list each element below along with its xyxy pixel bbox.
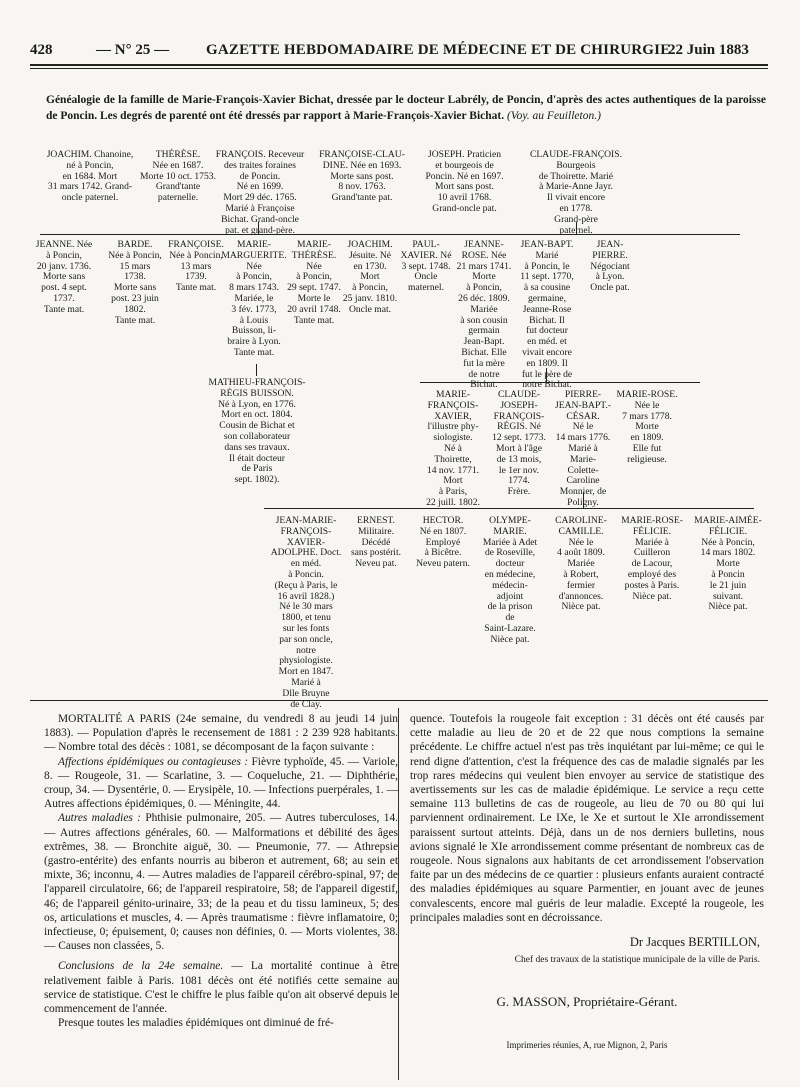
conclusions-label: Conclusions de la 24e semaine. [58,960,224,973]
column-divider [398,708,399,1080]
tree-entry-paul-xavier: PAUL- XAVIER. Né 3 sept. 1748. Oncle maternel. [400,239,452,294]
tree-generation-line [420,382,700,383]
tree-entry-jeanne-rose: JEANNE- ROSE. Née 21 mars 1741. Morte à Poncin, 26 déc. 1809. Mariée à son cousin germain Jean-Bapt. Bichat. Elle fut la mère de notre Bichat. [456,239,512,391]
tree-entry-marie-francois-xavier: MARIE- FRANÇOIS- XAVIER, l'illustre phy- siologiste. Né à Thoirette, 14 nov. 1771. Mort à Paris, 22 juill. 1802. [426,389,480,508]
journal-title: GAZETTE HEBDOMADAIRE DE MÉDECINE ET DE CHIRURGIE [206,42,671,58]
header-rule [30,64,768,66]
page-number: 428 [30,42,53,58]
mortality-report-column [44,712,398,1030]
tree-entry-jean-marie-adolphe: JEAN-MARIE- FRANÇOIS- XAVIER- ADOLPHE. Doct. en méd. à Poncin. (Reçu à Paris, le 16 avril 1828.) Né le 30 mars 1800, et tenu sur les fonts par son oncle, notre physiologiste. Mort en 1847. Marié à Dlle Bruyne de Clay. [270,515,342,710]
tree-entry-claude-francois: CLAUDE-FRANÇOIS. Bourgeois de Thoirette. Marié à Marie-Anne Jayr. Il vivait encore en 1778. Grand-père paternel. [530,149,622,236]
tree-entry-hector: HECTOR. Né en 1807. Employé à Bicêtre. Neveu patern. [416,515,470,570]
tree-entry-ernest: ERNEST. Militaire. Décédé sans postérit. Neveu pat. [350,515,402,570]
mortality-report-column-right [410,712,764,1052]
author-signature: Dr Jacques BERTILLON, [629,935,760,950]
tree-entry-francois-receveur: FRANÇOIS. Receveur des traites foraines de Poncin. Né en 1699. Mort 29 déc. 1765. Marié à Françoise Bichat. Grand-oncle pat. et grand-père. [215,149,305,236]
tree-entry-therese: THÉRÈSE. Née en 1687. Morte 10 oct. 1753. Grand'tante paternelle. [140,149,216,204]
tree-generation-line [264,508,754,509]
tree-connector [583,492,584,508]
conclusions [44,959,398,1016]
tree-entry-francoise: FRANÇOISE. Née à Poncin, 13 mars 1739. Tante mat. [168,239,224,294]
author-role: Chef des travaux de la statistique municipale de la ville de Paris. [514,955,760,966]
printer-imprint: Imprimeries réunies, A, rue Mignon, 2, Paris [506,1039,668,1050]
rougeole-paragraph: quence. Toutefois la rougeole fait exception : 31 décès ont été causés par cette maladie au lieu de 20 et de 22 que nous comptions la semaine précédente. Le chiffre actuel n'est pas très inquiétant par lui-même; ce qui le rend digne d'attention, c'est la fréquence des cas de maladie signalés par les trop rares médecins qui veulent bien envoyer au service de statistique des avertissements sur les cas de maladie épidémique. Le service a reçu cette semaine 113 bulletins de cas de rougeole, au lieu de 70 ou 80 qui lui parviennent ordinairement. Le IXe, le Xe et surtout le XIe arrondissement paraissent surtout atteints. Déjà, dans un de nos derniers bulletins, nous avions signalé le XIe arrondissement comme présentant de nombreux cas de rougeole. Nous signalons aux habitants de cet arrondissement l'observation faite par un des médecins de ce quartier : plusieurs enfants auraient contracté des maladies épidémiques au square Parmentier, en jouant avec de jeunes convalescents, encore mal guéris de leur maladie. Excepté la rougeole, les principales maladies sont en décroissance. [410,713,764,924]
tree-entry-marie-rose-felicie: MARIE-ROSE- FÉLICIE. Mariée à Cuilleron de Lacour, employé des postes à Paris. Nièce pat. [621,515,683,602]
tree-entry-barde: BARDE. Née à Poncin, 15 mars 1738. Morte sans post. 23 juin 1802. Tante mat. [108,239,162,326]
epidemic-affections [44,755,398,812]
tree-generation-line [40,234,740,235]
caption-reference: (Voy. au Feuilleton.) [507,110,601,122]
tree-entry-joachim-chanoine: JOACHIM. Chanoine, né à Poncin, en 1684. Mort 31 mars 1742. Grand- oncle paternel. [46,149,134,204]
tree-entry-jeanne: JEANNE. Née à Poncin, 20 janv. 1736. Morte sans post. 4 sept. 1737. Tante mat. [35,239,93,315]
tree-entry-buisson: MATHIEU-FRANÇOIS- RÉGIS BUISSON. Né à Lyon, en 1776. Mort en oct. 1804. Cousin de Bichat et son collaborateur dans ses travaux. Il était docteur de Paris sept. 1802). [208,377,306,486]
tree-entry-jean-pierre: JEAN- PIERRE. Négociant à Lyon. Oncle pat. [590,239,630,294]
caption-text: Généalogie de la famille de Marie-François-Xavier Bichat, dressée par le docteur Labrély, de Poncin, d'après des actes authentiques de la paroisse de Poncin. Les degrés de parenté ont été dressés par rapport à Marie-François-Xavier Bichat. [46,94,766,122]
tree-entry-joseph: JOSEPH. Praticien et bourgeois de Poncin. Né en 1697. Mort sans post. 10 avril 1768. Grand-oncle pat. [425,149,504,214]
tree-connector [256,364,257,376]
conclusions-text: — La mortalité continue à être relativement faible à Paris. 1081 décès ont été notifiés cette semaine au service de statistique. C'est le chiffre le plus faible qu'on ait observé depuis le commencement de l'année. [44,960,398,1016]
tree-entry-joachim-jesuite: JOACHIM. Jésuite. Né en 1730. Mort à Poncin, 25 janv. 1810. Oncle mat. [342,239,398,315]
tree-entry-caroline-camille: CAROLINE- CAMILLE. Née le 4 août 1809. Mariée à Robert, fermier d'annonces. Nièce pat. [555,515,607,613]
epidemic-text: Fièvre typhoïde, 45. — Variole, 8. — Rougeole, 31. — Scarlatine, 3. — Coqueluche, 21. — Diphthérie, croup, 34. — Dysentérie, 0. — Erysipèle, 10. — Infections puerpérales, 1. — Autres affections épidémiques, 0. — Méningite, 44. [44,755,398,811]
section-rule [30,700,768,701]
publisher-gerant: G. MASSON, Propriétaire-Gérant. [496,994,678,1010]
epidemic-trend: Presque toutes les maladies épidémiques ont diminué de fré- [58,1017,334,1030]
tree-entry-marie-marguerite: MARIE- MARGUERITE. Née à Poncin, 8 mars 1743. Mariée, le 3 fév. 1773, à Louis Buisson, li- braire à Lyon. Tante mat. [221,239,287,358]
issue-date: 22 Juin 1883 [668,42,749,58]
tree-entry-olympe-marie: OLYMPE-MARIE. Mariée à Adet de Roseville, docteur en médecine, médecin- adjoint de la prison de Saint-Lazare. Nièce pat. [482,515,538,645]
tree-entry-francoise-claudine: FRANÇOISE-CLAU- DINE. Née en 1693. Morte sans post. 8 nov. 1763. Grand'tante pat. [319,149,405,204]
tree-entry-marie-therese: MARIE- THÉRÈSE. Née à Poncin, 29 sept. 1747. Morte le 20 avril 1748. Tante mat. [287,239,341,326]
mortality-intro: MORTALITÉ A PARIS (24e semaine, du vendredi 8 au jeudi 14 juin 1883). — Population d'après le recensement de 1881 : 2 239 928 habitants. — Nombre total des décès : 1081, se décomposant de la façon suivante : [44,713,398,754]
tree-connector [546,368,547,382]
genealogy-caption [46,92,766,124]
tree-entry-marie-aimee-felicie: MARIE-AIMÉE- FÉLICIE. Née à Poncin, 14 mars 1802. Morte à Poncin le 21 juin suivant. Nièce pat. [694,515,762,613]
tree-connector [576,222,577,234]
tree-entry-claude-joseph: CLAUDE- JOSEPH- FRANÇOIS- RÉGIS. Né 12 sept. 1773. Mort à l'âge de 13 mois, le 1er nov. 1774. Frère. [492,389,546,498]
other-diseases-label: Autres maladies : [58,812,141,825]
tree-entry-pierre-jean-baptiste: PIERRE- JEAN-BAPT.- CÉSAR. Né le 14 mars 1776. Marié à Marie- Colette- Caroline Monnier, de Poligny. [554,389,612,508]
tree-connector [258,222,259,234]
tree-entry-jean-baptiste: JEAN-BAPT. Marié à Poncin, le 11 sept. 1770, à sa cousine germaine, Jeanne-Rose Bichat. Il fut docteur en méd. et vivait encore en 1809. Il fut le père de notre Bichat. [520,239,574,391]
issue-number: — N° 25 — [96,42,170,58]
tree-entry-marie-rose: MARIE-ROSE. Née le 7 mars 1778. Morte en 1809. Elle fut religieuse. [616,389,678,465]
epidemic-label: Affections épidémiques ou contagieuses : [58,755,249,768]
header-rule-thin [30,68,768,69]
other-diseases [44,811,398,953]
other-diseases-text: Phthisie pulmonaire, 205. — Autres tuberculoses, 14. — Autres affections générales, 60. — Malformations et débilité des âges extrêmes, 38. — Bronchite aiguë, 30. — Pneumonie, 77. — Athrepsie (gastro-entérite) des enfants nourris au biberon et autrement, 68; au sein et mixte, 36; inconnu, 4. — Autres maladies de l'appareil cérébro-spinal, 97; de l'appareil circulatoire, 66; de l'appareil respiratoire, 58; de l'appareil digestif, 46; de l'appareil génito-urinaire, 33; de la peau et du tissu lamineux, 5; des os, articulations et muscles, 4. — Après traumatisme : fièvre inflamatoire, 0; infectieuse, 0; épuisement, 0; causes non définies, 0. — Morts violentes, 38. — Causes non classées, 5. [44,812,399,953]
